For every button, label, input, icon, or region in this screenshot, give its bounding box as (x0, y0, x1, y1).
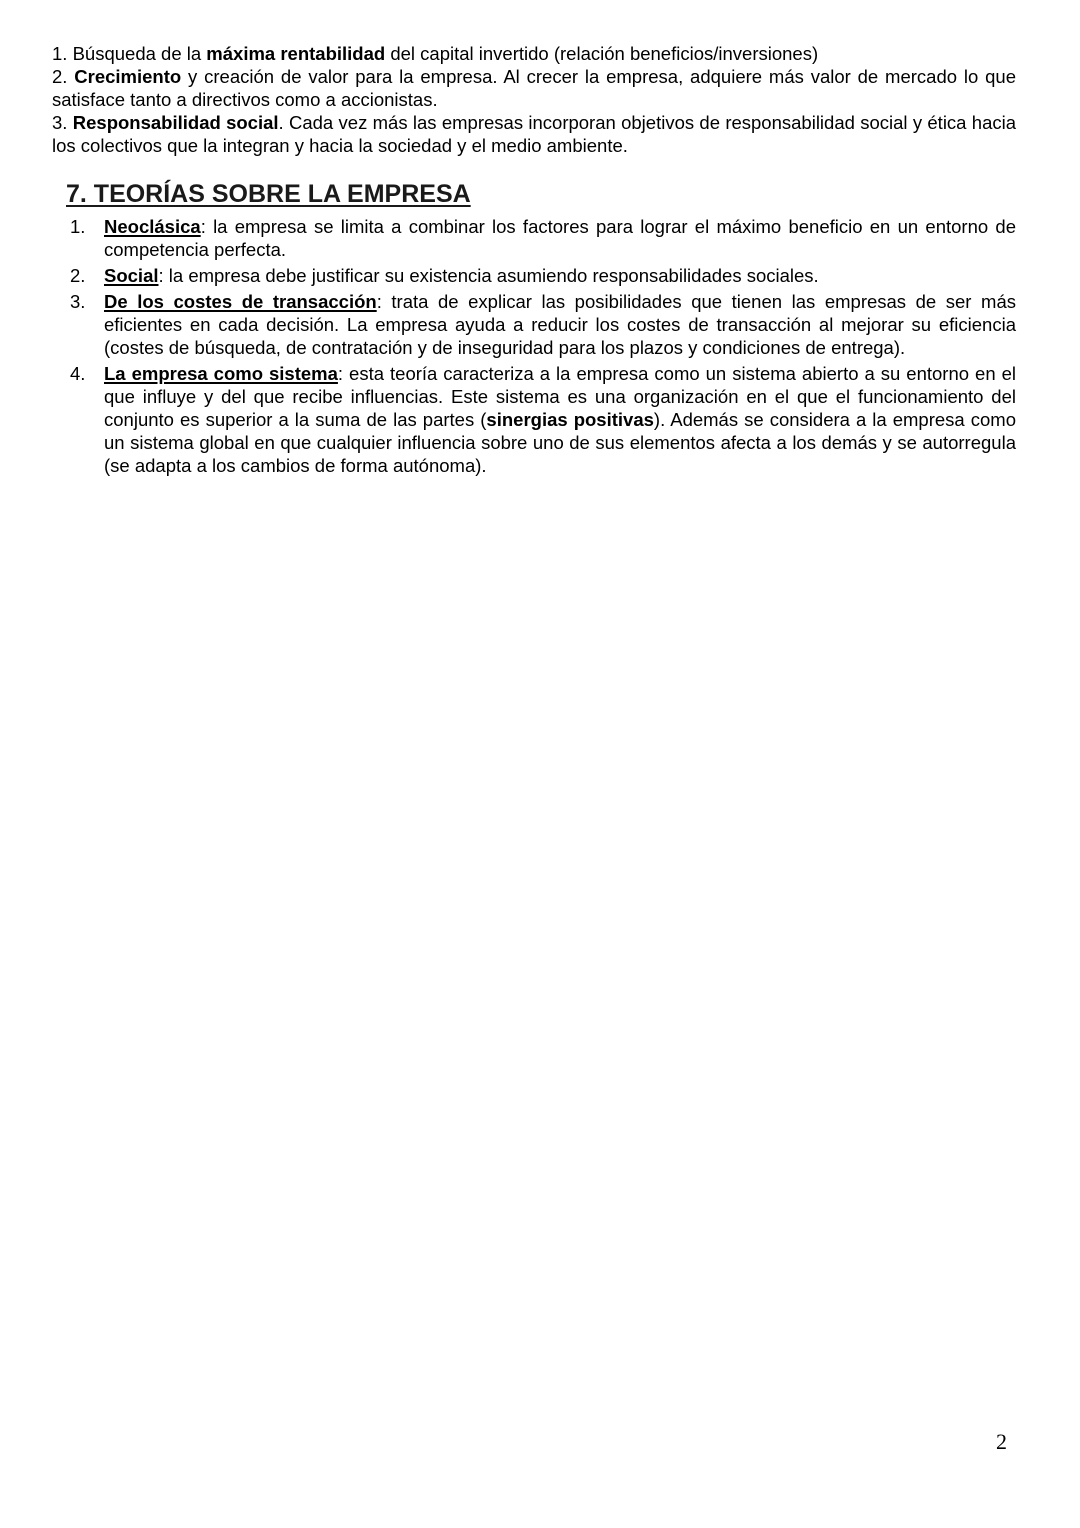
theory-description: : esta teoría caracteriza a la empresa como un sistema abierto a su entorno en el que influye y del que recibe influencias. Este sistema es una organización en el que el funcionamiento del conjunto es superior a la suma de las partes ( (104, 363, 1017, 430)
section-title: 7. TEORÍAS SOBRE LA EMPRESA (66, 180, 471, 208)
theory-item (52, 362, 1016, 477)
theory-description-end: ). Además se considera a la empresa como un sistema global en que cualquier influencia sobre uno de sus elementos afecta a los demás y se autorregula (se adapta a los cambios de forma autónoma). (104, 409, 1016, 476)
theory-term: La empresa como sistema (104, 363, 338, 384)
objective-number: 3. (52, 112, 73, 133)
objective-text: y creación de valor para la empresa. Al crecer la empresa, adquiere más valor de mercado lo que satisface tanto a directivos como a accionistas. (52, 66, 1016, 110)
theory-term: Neoclásica (104, 216, 201, 237)
theory-keyword: sinergias positivas (486, 409, 654, 430)
theory-description: : la empresa se limita a combinar los factores para lograr el máximo beneficio en un entorno de competencia perfecta. (104, 216, 1016, 260)
theory-number: 4. (70, 363, 86, 384)
theory-number: 3. (70, 291, 86, 312)
theory-description: : la empresa debe justificar su existencia asumiendo responsabilidades sociales. (158, 265, 819, 286)
objective-keyword: Responsabilidad social (72, 112, 279, 133)
theory-term: De los costes de transacción (104, 291, 377, 312)
objective-keyword: máxima rentabilidad (206, 43, 386, 64)
objective-number: 2. (52, 66, 75, 87)
objective-number: 1. Búsqueda de la (52, 43, 207, 64)
objectives-list (52, 42, 1016, 157)
theory-term: Social (104, 265, 159, 286)
objective-item (52, 65, 1016, 111)
theory-number: 1. (70, 216, 86, 237)
objective-keyword: Crecimiento (74, 66, 182, 87)
theory-description: : trata de explicar las posibilidades que tienen las empresas de ser más eficientes en cada decisión. La empresa ayuda a reducir los costes de transacción al mejorar su eficiencia (costes de búsqueda, de contratación y de inseguridad para los plazos y condiciones de entrega). (104, 291, 1016, 358)
theory-number: 2. (70, 265, 86, 286)
document-page (52, 42, 1016, 480)
objective-item (52, 42, 1016, 65)
objective-text: del capital invertido (relación beneficios/inversiones) (385, 43, 819, 64)
theory-item (52, 290, 1016, 359)
theories-list (52, 215, 1016, 477)
theory-item (52, 215, 1016, 261)
objective-text: . Cada vez más las empresas incorporan objetivos de responsabilidad social y ética hacia los colectivos que la integran y hacia la sociedad y el medio ambiente. (52, 112, 1017, 156)
objective-item (52, 111, 1016, 157)
theory-item (52, 264, 1016, 287)
page-number: 2 (996, 1429, 1007, 1454)
